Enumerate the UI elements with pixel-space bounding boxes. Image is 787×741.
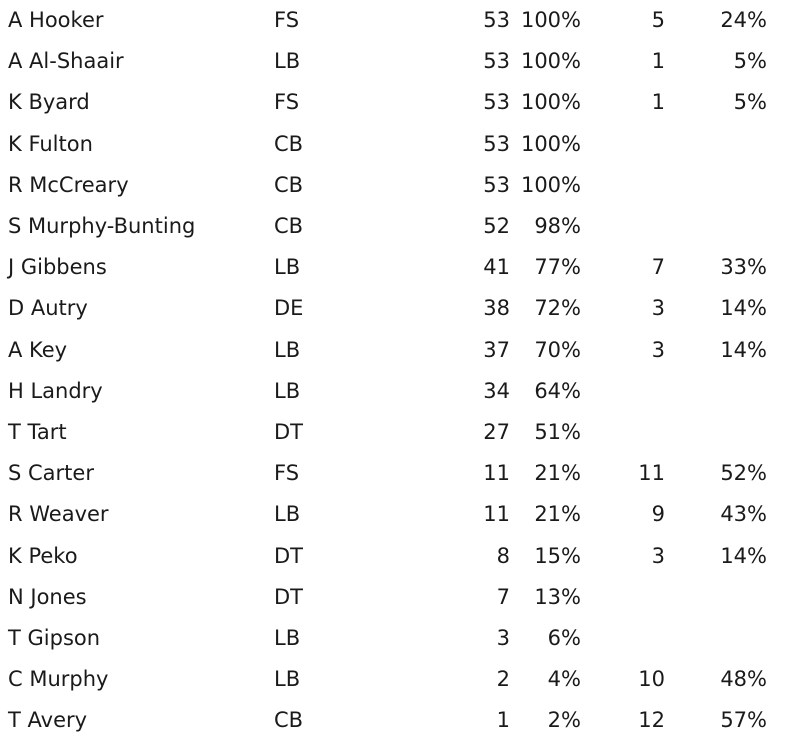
defense-snap-percent: 100% (520, 90, 581, 115)
special-teams-snaps (581, 577, 665, 618)
defense-snap-percent: 100% (520, 49, 581, 74)
row-spacer (767, 330, 787, 371)
player-position: CB (274, 131, 304, 156)
special-teams-percent: 57% (720, 708, 767, 733)
table-row (0, 288, 787, 329)
player-position: CB (274, 214, 304, 239)
defense-snap-percent: 100% (520, 172, 581, 197)
special-teams-snaps (581, 165, 665, 206)
defense-snap-percent: 2% (547, 708, 581, 733)
player-position: LB (274, 378, 301, 403)
player-name: K Peko (8, 543, 78, 568)
defense-snap-percent: 70% (534, 337, 581, 362)
defense-snaps: 53 (483, 131, 510, 156)
player-name: N Jones (8, 584, 87, 609)
special-teams-snaps: 1 (651, 90, 665, 115)
special-teams-percent: 24% (720, 8, 767, 33)
special-teams-snaps: 5 (651, 8, 665, 33)
table-row (0, 165, 787, 206)
row-spacer (767, 412, 787, 453)
player-position: DT (274, 584, 303, 609)
table-row (0, 494, 787, 535)
player-name: T Tart (8, 419, 67, 444)
player-position: LB (274, 667, 301, 692)
player-name: A Key (8, 337, 68, 362)
special-teams-percent: 14% (720, 296, 767, 321)
player-position: LB (274, 255, 301, 280)
table-row (0, 206, 787, 247)
table-row (0, 453, 787, 494)
player-position: FS (274, 90, 300, 115)
special-teams-percent (665, 618, 767, 659)
table-row (0, 330, 787, 371)
defense-snap-percent: 21% (534, 502, 581, 527)
special-teams-percent (665, 165, 767, 206)
defense-snaps: 37 (483, 337, 510, 362)
special-teams-snaps (581, 206, 665, 247)
special-teams-percent: 48% (720, 667, 767, 692)
special-teams-snaps: 10 (638, 667, 665, 692)
player-name: A Hooker (8, 8, 104, 33)
table-row (0, 124, 787, 165)
player-position: FS (274, 8, 300, 33)
row-spacer (767, 700, 787, 741)
defense-snaps: 41 (483, 255, 510, 280)
special-teams-snaps: 1 (651, 49, 665, 74)
defense-snap-percent: 51% (534, 419, 581, 444)
defense-snaps: 53 (483, 172, 510, 197)
special-teams-percent: 5% (733, 49, 767, 74)
row-spacer (767, 165, 787, 206)
player-name: R McCreary (8, 172, 129, 197)
special-teams-percent (665, 412, 767, 453)
defense-snaps: 27 (483, 419, 510, 444)
defense-snap-percent: 64% (534, 378, 581, 403)
player-name: T Gipson (8, 625, 101, 650)
defense-snap-percent: 6% (547, 625, 581, 650)
special-teams-snaps: 11 (638, 461, 665, 486)
row-spacer (767, 206, 787, 247)
defense-snaps: 38 (483, 296, 510, 321)
player-name: S Murphy-Bunting (8, 214, 196, 239)
special-teams-percent: 33% (720, 255, 767, 280)
table-row (0, 371, 787, 412)
defense-snaps: 11 (483, 461, 510, 486)
special-teams-percent: 5% (733, 90, 767, 115)
player-name: D Autry (8, 296, 88, 321)
row-spacer (767, 41, 787, 82)
table-row (0, 82, 787, 123)
row-spacer (767, 494, 787, 535)
player-position: DE (274, 296, 304, 321)
defense-snaps: 2 (496, 667, 510, 692)
defense-snap-percent: 4% (547, 667, 581, 692)
row-spacer (767, 659, 787, 700)
player-position: DT (274, 419, 303, 444)
table-row (0, 659, 787, 700)
table-row (0, 577, 787, 618)
special-teams-snaps: 9 (651, 502, 665, 527)
player-position: FS (274, 461, 300, 486)
defense-snap-percent: 100% (520, 8, 581, 33)
table-row (0, 412, 787, 453)
defense-snaps: 53 (483, 49, 510, 74)
special-teams-snaps: 12 (638, 708, 665, 733)
player-name: R Weaver (8, 502, 109, 527)
special-teams-snaps (581, 618, 665, 659)
row-spacer (767, 0, 787, 41)
defense-snap-percent: 100% (520, 131, 581, 156)
table-row (0, 41, 787, 82)
table-row (0, 0, 787, 41)
row-spacer (767, 288, 787, 329)
special-teams-snaps: 3 (651, 296, 665, 321)
row-spacer (767, 371, 787, 412)
table-row (0, 618, 787, 659)
special-teams-percent (665, 577, 767, 618)
row-spacer (767, 577, 787, 618)
player-position: LB (274, 49, 301, 74)
player-name: T Avery (8, 708, 88, 733)
defense-snap-percent: 15% (534, 543, 581, 568)
special-teams-snaps (581, 412, 665, 453)
defense-snap-percent: 13% (534, 584, 581, 609)
player-name: K Byard (8, 90, 90, 115)
special-teams-percent (665, 371, 767, 412)
defense-snaps: 53 (483, 8, 510, 33)
special-teams-snaps: 3 (651, 543, 665, 568)
player-name: K Fulton (8, 131, 93, 156)
defense-snap-percent: 72% (534, 296, 581, 321)
special-teams-percent: 52% (720, 461, 767, 486)
player-name: C Murphy (8, 667, 109, 692)
defense-snap-percent: 77% (534, 255, 581, 280)
player-position: CB (274, 172, 304, 197)
row-spacer (767, 82, 787, 123)
special-teams-snaps: 7 (651, 255, 665, 280)
player-position: LB (274, 502, 301, 527)
defense-snaps: 34 (483, 378, 510, 403)
player-position: DT (274, 543, 303, 568)
player-name: J Gibbens (8, 255, 107, 280)
defense-snaps: 1 (496, 708, 510, 733)
defense-snaps: 8 (496, 543, 510, 568)
defense-snaps: 52 (483, 214, 510, 239)
special-teams-snaps (581, 371, 665, 412)
special-teams-percent: 43% (720, 502, 767, 527)
player-position: LB (274, 625, 301, 650)
special-teams-snaps: 3 (651, 337, 665, 362)
defense-snaps: 11 (483, 502, 510, 527)
player-position: CB (274, 708, 304, 733)
player-name: S Carter (8, 461, 94, 486)
table-row (0, 535, 787, 576)
row-spacer (767, 618, 787, 659)
table-row (0, 700, 787, 741)
special-teams-percent (665, 206, 767, 247)
defense-snaps: 7 (496, 584, 510, 609)
special-teams-percent: 14% (720, 543, 767, 568)
player-name: H Landry (8, 378, 103, 403)
row-spacer (767, 453, 787, 494)
defense-snaps: 3 (496, 625, 510, 650)
special-teams-percent (665, 124, 767, 165)
player-position: LB (274, 337, 301, 362)
row-spacer (767, 247, 787, 288)
defense-snap-percent: 21% (534, 461, 581, 486)
row-spacer (767, 124, 787, 165)
table-row (0, 247, 787, 288)
player-name: A Al-Shaair (8, 49, 124, 74)
defense-snaps: 53 (483, 90, 510, 115)
defense-snap-percent: 98% (534, 214, 581, 239)
special-teams-snaps (581, 124, 665, 165)
special-teams-percent: 14% (720, 337, 767, 362)
row-spacer (767, 535, 787, 576)
